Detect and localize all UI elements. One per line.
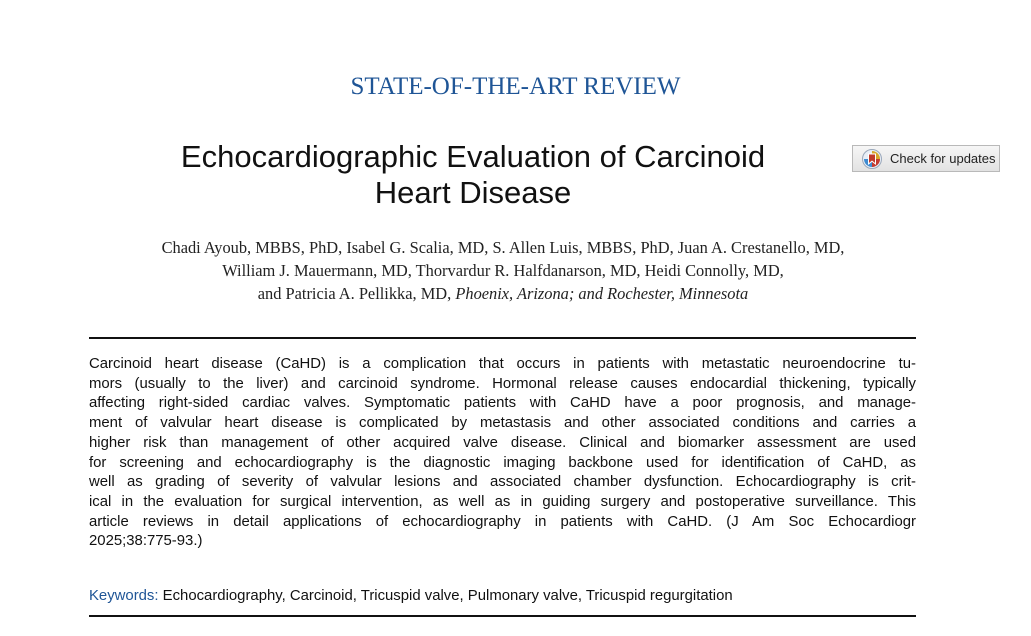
abstract [89,355,916,552]
keywords [89,588,733,604]
abstract-line: article reviews in detail applications of echocardiography in patients with CaHD. (J Am Soc Echocardiogr [89,513,916,530]
author-list [0,236,1006,305]
author-line [0,282,1006,305]
article-title-line: Heart Disease [374,175,572,210]
abstract-line: ment of valvular heart disease is complicated by metastasis and other associated conditions and carries a [89,415,916,432]
section-label: STATE-OF-THE-ART REVIEW [350,73,681,100]
abstract-line: well as grading of severity of valvular lesions and associated chamber dysfunction. Echocardiography is crit- [89,474,916,491]
author-affiliation: Phoenix, Arizona; and Rochester, Minnesota [455,284,749,303]
keywords-label: Keywords: [89,588,159,604]
check-for-updates-icon [861,148,883,170]
article-title-line: Echocardiographic Evaluation of Carcinoid [180,139,766,174]
bottom-divider [89,615,916,617]
author-line: William J. Mauermann, MD, Thorvardur R. Halfdanarson, MD, Heidi Connolly, MD, [222,261,784,280]
abstract-line: higher risk than management of other acquired valve disease. Clinical and biomarker assessment are used [89,434,916,451]
abstract-line: Carcinoid heart disease (CaHD) is a complication that occurs in patients with metastatic neuroendocrine tu- [89,356,916,372]
author-line: Chadi Ayoub, MBBS, PhD, Isabel G. Scalia, MD, S. Allen Luis, MBBS, PhD, Juan A. Crestanello, MD, [161,238,845,257]
abstract-line: mors (usually to the liver) and carcinoid syndrome. Hormonal release causes endocardial thickening, typically [89,375,916,392]
abstract-line: ical in the evaluation for surgical intervention, as well as in guiding surgery and postoperative surveillance. This [89,493,916,510]
top-divider [89,337,916,339]
check-for-updates-label: Check for updates [890,151,996,166]
abstract-line: for screening and echocardiography is the diagnostic imaging backbone used for identification of CaHD, as [89,454,916,471]
abstract-line: 2025;38:775-93.) [89,533,203,550]
author-names: and Patricia A. Pellikka, MD, [257,284,452,303]
article-title [80,139,866,211]
check-for-updates-button[interactable] [852,145,1000,172]
keywords-text: Echocardiography, Carcinoid, Tricuspid valve, Pulmonary valve, Tricuspid regurgitation [162,588,733,604]
abstract-line: affecting right-sided cardiac valves. Symptomatic patients with CaHD have a poor prognosis, and manage- [89,395,916,412]
